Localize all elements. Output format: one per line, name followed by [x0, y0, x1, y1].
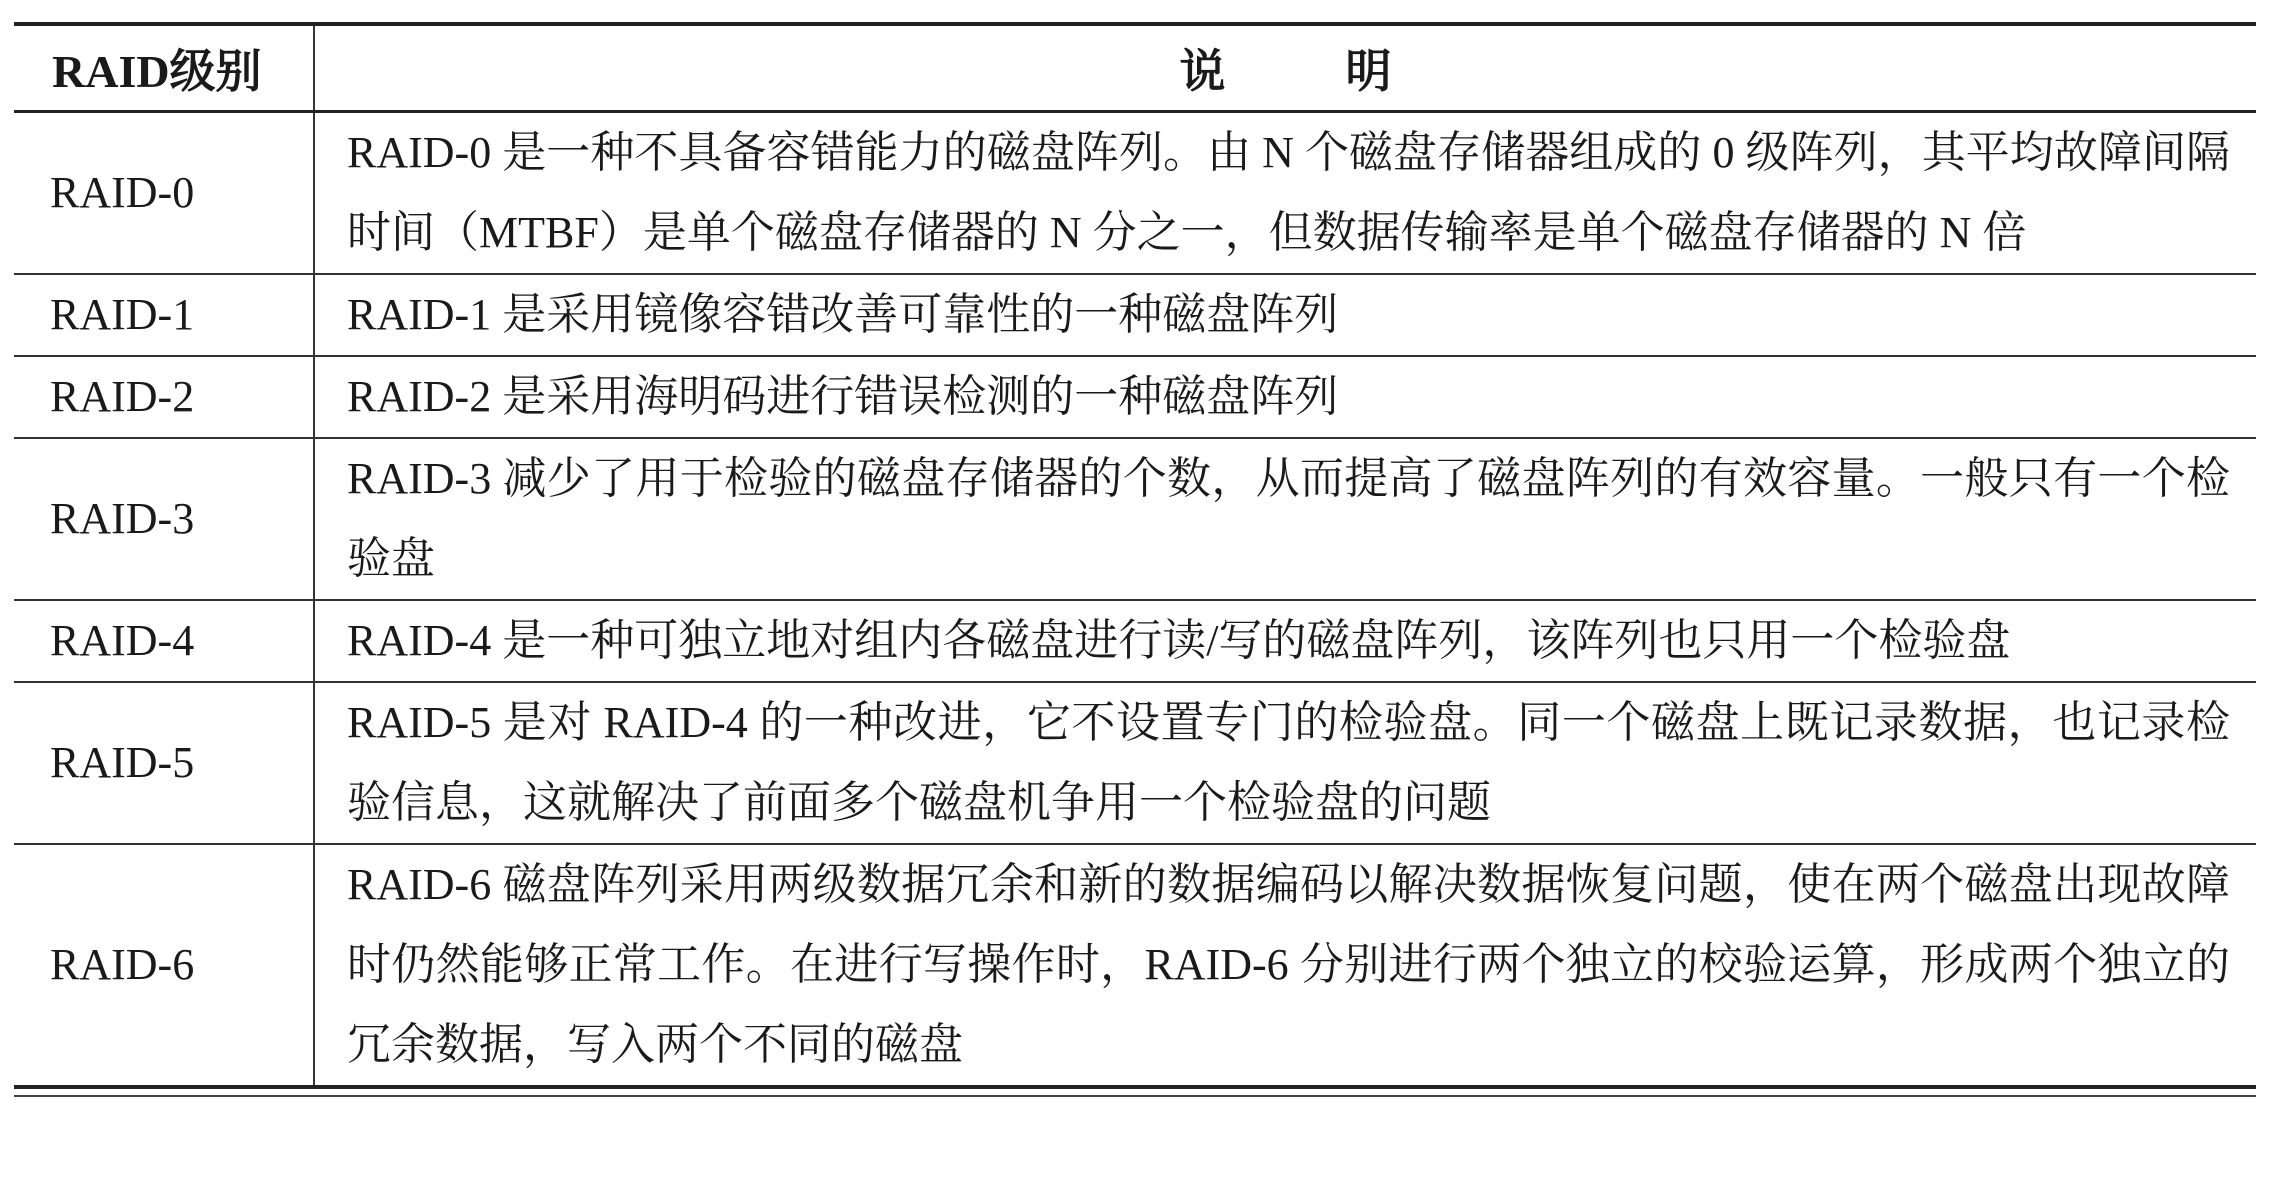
- table-row-raid-5: [14, 682, 2256, 844]
- raid-level-cell: RAID-4: [14, 600, 314, 682]
- raid-description-cell: RAID-2 是采用海明码进行错误检测的一种磁盘阵列: [314, 356, 2256, 438]
- table-row-raid-6: [14, 844, 2256, 1087]
- raid-level-table: [14, 22, 2256, 1089]
- raid-description-cell: RAID-0 是一种不具备容错能力的磁盘阵列。由 N 个磁盘存储器组成的 0 级阵列，其平均故障间隔时间（MTBF）是单个磁盘存储器的 N 分之一，但数据传输率是单个磁盘存储器的 N 倍: [314, 112, 2256, 275]
- raid-level-table-container: [14, 22, 2256, 1097]
- header-description-part1: 说: [1179, 46, 1226, 97]
- table-bottom-rule: [14, 1095, 2256, 1097]
- raid-level-cell: RAID-2: [14, 356, 314, 438]
- raid-level-cell: RAID-6: [14, 844, 314, 1087]
- raid-level-cell: RAID-5: [14, 682, 314, 844]
- table-row-raid-1: [14, 274, 2256, 356]
- table-row-raid-2: [14, 356, 2256, 438]
- raid-description-cell: RAID-3 减少了用于检验的磁盘存储器的个数，从而提高了磁盘阵列的有效容量。一般只有一个检验盘: [314, 438, 2256, 600]
- table-row-raid-4: [14, 600, 2256, 682]
- raid-description-cell: RAID-6 磁盘阵列采用两级数据冗余和新的数据编码以解决数据恢复问题，使在两个磁盘出现故障时仍然能够正常工作。在进行写操作时，RAID-6 分别进行两个独立的校验运算，形成两个独立的冗余数据，写入两个不同的磁盘: [314, 844, 2256, 1087]
- table-header-row: [14, 24, 2256, 112]
- raid-description-cell: RAID-1 是采用镜像容错改善可靠性的一种磁盘阵列: [314, 274, 2256, 356]
- raid-description-cell: RAID-4 是一种可独立地对组内各磁盘进行读/写的磁盘阵列，该阵列也只用一个检验盘: [314, 600, 2256, 682]
- raid-level-cell: RAID-3: [14, 438, 314, 600]
- raid-description-cell: RAID-5 是对 RAID-4 的一种改进，它不设置专门的检验盘。同一个磁盘上既记录数据，也记录检验信息，这就解决了前面多个磁盘机争用一个检验盘的问题: [314, 682, 2256, 844]
- raid-level-cell: RAID-0: [14, 112, 314, 275]
- header-description-part2: 明: [1345, 46, 1392, 97]
- table-row-raid-0: [14, 112, 2256, 275]
- raid-level-cell: RAID-1: [14, 274, 314, 356]
- table-row-raid-3: [14, 438, 2256, 600]
- header-raid-level: RAID级别: [14, 24, 314, 112]
- header-description: [314, 24, 2256, 112]
